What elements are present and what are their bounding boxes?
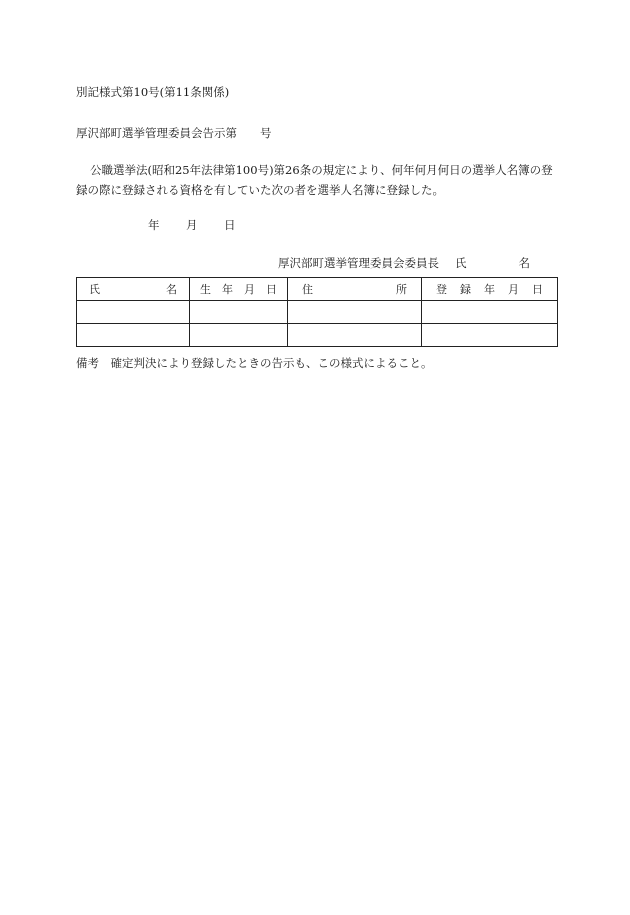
header-name-left: 氏 [89, 283, 100, 296]
table-cell [422, 301, 558, 324]
table-cell [77, 324, 190, 347]
table-cell [288, 324, 422, 347]
issuer-name-left: 氏 [455, 256, 467, 270]
date-month: 月 [186, 218, 198, 232]
date-line [148, 217, 236, 233]
registration-table [76, 277, 558, 347]
header-registration-d: 月 [508, 283, 519, 296]
issuer-name-right: 名 [518, 256, 530, 270]
header-address-right: 所 [396, 283, 407, 296]
header-birth-b: 年 [222, 283, 233, 296]
table-header-row [77, 278, 558, 301]
header-birth-a: 生 [200, 283, 211, 296]
header-birth-d: 日 [266, 283, 277, 296]
issuer-title: 厚沢部町選挙管理委員会委員長 [278, 256, 439, 270]
header-address-left: 住 [302, 283, 313, 296]
table-row [77, 301, 558, 324]
remark: 備考 確定判決により登録したときの告示も、この様式によること。 [76, 356, 433, 370]
table-cell [190, 301, 288, 324]
notice-body-text: 公職選挙法(昭和25年法律第100号)第26条の規定により、何年何月何日の選挙人名簿の登録の際に登録される資格を有していた次の者を選挙人名簿に登録した。 [76, 163, 553, 197]
table-cell [77, 301, 190, 324]
table-row [77, 324, 558, 347]
table-cell [422, 324, 558, 347]
notice-number: 厚沢部町選挙管理委員会告示第 号 [76, 126, 272, 140]
form-number: 別記様式第10号(第11条関係) [76, 85, 230, 99]
header-address [288, 278, 422, 301]
header-registration-c: 年 [484, 283, 495, 296]
table-cell [288, 301, 422, 324]
header-birth [190, 278, 288, 301]
header-birth-c: 月 [244, 283, 255, 296]
header-registration-a: 登 [436, 283, 447, 296]
header-registration-b: 録 [460, 283, 471, 296]
issuer-line [278, 255, 530, 271]
header-name [77, 278, 190, 301]
header-registration [422, 278, 558, 301]
date-year: 年 [148, 218, 160, 232]
notice-body [76, 160, 556, 200]
table-cell [190, 324, 288, 347]
header-name-right: 名 [166, 283, 177, 296]
header-registration-e: 日 [532, 283, 543, 296]
date-day: 日 [224, 218, 236, 232]
